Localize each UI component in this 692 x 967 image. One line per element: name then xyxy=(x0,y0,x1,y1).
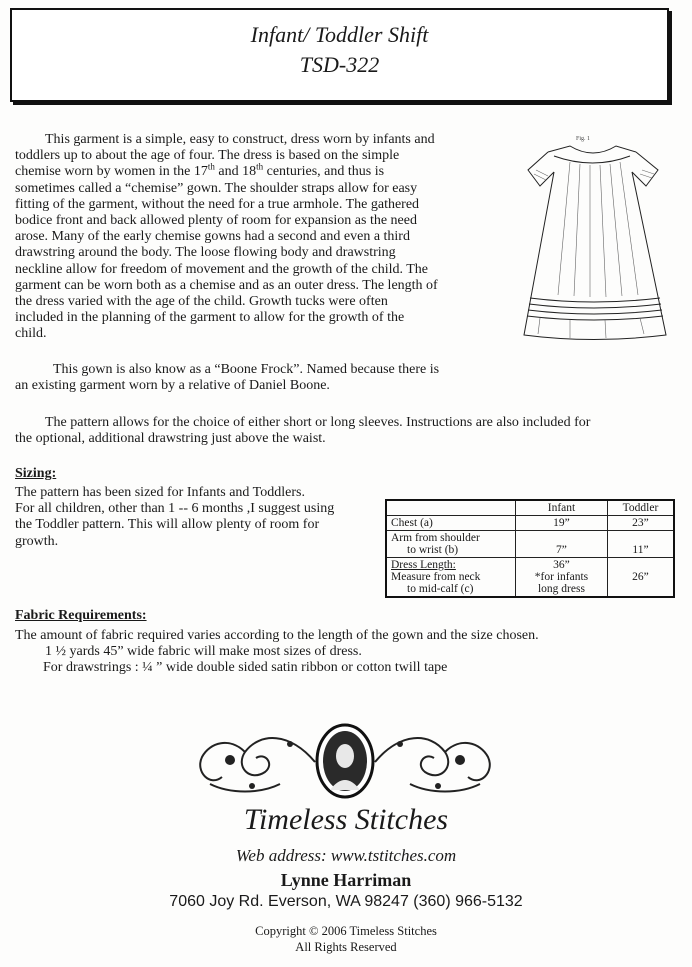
ornament-drawing xyxy=(190,722,500,800)
table-row xyxy=(386,516,674,531)
toddler-value: 11” xyxy=(607,531,674,558)
intro-line: included in the planning of the garment to allow for the growth of the xyxy=(15,310,405,326)
intro-line: neckline allow for freedom of movement and the growth of the child. The xyxy=(15,261,428,277)
table-header-cell xyxy=(386,500,516,516)
boone-line: an existing garment worn by a relative of Daniel Boone. xyxy=(15,378,330,394)
boone-line: This gown is also know as a “Boone Frock”. Named because there is xyxy=(53,362,440,377)
fabric-line: For drawstrings : ¼ ” wide double sided satin ribbon or cotton twill tape xyxy=(43,660,448,676)
intro-line: This garment is a simple, easy to construct, dress worn by infants and xyxy=(45,132,435,147)
sizing-line: the Toddler pattern. This will allow plenty of room for xyxy=(15,517,320,533)
row-label: Dress Length: Measure from neck to mid-calf (c) xyxy=(386,558,516,598)
infant-value: 36” *for infants long dress xyxy=(516,558,608,598)
pattern-line: the optional, additional drawstring just above the waist. xyxy=(15,431,326,447)
intro-line: drawstring around the body. The loose flowing body and drawstring xyxy=(15,245,396,261)
sizing-line: The pattern has been sized for Infants and Toddlers. xyxy=(15,485,305,500)
scroll-ornament xyxy=(190,722,500,800)
intro-line: sometimes called a “chemise” gown. The shoulder straps allow for easy xyxy=(15,180,418,196)
pattern-title: Infant/ Toddler Shift xyxy=(250,22,429,47)
rights-reserved: All Rights Reserved xyxy=(295,940,397,954)
sizing-heading: Sizing: xyxy=(15,466,57,481)
intro-line: the dress varied with the age of the child. Growth tucks were often xyxy=(15,294,388,310)
web-address[interactable]: Web address: www.tstitches.com xyxy=(235,846,457,865)
intro-line: bodice front and back allowed plenty of room for expansion as the need xyxy=(15,213,417,229)
table-header-cell: Infant xyxy=(516,500,608,516)
intro-line: garment can be worn both as a chemise and as an outer dress. The length of xyxy=(15,277,438,293)
toddler-value: 26” xyxy=(607,558,674,598)
dress-drawing xyxy=(510,130,680,352)
pattern-paragraph xyxy=(15,415,685,447)
row-label: Arm from shoulder to wrist (b) xyxy=(386,531,516,558)
sizing-paragraph xyxy=(15,485,385,550)
pattern-line: The pattern allows for the choice of either short or long sleeves. Instructions are also included for xyxy=(45,415,591,430)
contact-address: 7060 Joy Rd. Everson, WA 98247 (360) 966-5132 xyxy=(169,893,523,910)
title-box xyxy=(10,8,669,102)
sizing-line: For all children, other than 1 -- 6 months ,I suggest using xyxy=(15,501,335,517)
infant-value: 19” xyxy=(516,516,608,531)
table-row xyxy=(386,558,674,598)
table-header-cell: Toddler xyxy=(607,500,674,516)
pattern-code: TSD-322 xyxy=(299,52,380,77)
boone-paragraph xyxy=(15,362,495,394)
fabric-heading: Fabric Requirements: xyxy=(15,608,147,623)
fabric-line: The amount of fabric required varies according to the length of the gown and the size chosen. xyxy=(15,628,539,643)
table-row xyxy=(386,531,674,558)
intro-line: child. xyxy=(15,326,47,342)
intro-paragraph xyxy=(15,132,495,343)
infant-value: 7” xyxy=(516,531,608,558)
fabric-line: 1 ½ yards 45” wide fabric will make most sizes of dress. xyxy=(45,644,362,660)
copyright: Copyright © 2006 Timeless Stitches xyxy=(255,924,437,938)
owner-name: Lynne Harriman xyxy=(280,870,412,890)
sizing-line: growth. xyxy=(15,533,59,549)
dress-illustration xyxy=(510,130,680,352)
toddler-value: 23” xyxy=(607,516,674,531)
intro-line: toddlers up to about the age of four. The dress is based on the simple xyxy=(15,148,400,164)
row-label: Chest (a) xyxy=(386,516,516,531)
size-table xyxy=(385,499,675,598)
intro-line: fitting of the garment, without the need for a true armhole. The gathered xyxy=(15,196,420,212)
intro-line: arose. Many of the early chemise gowns had a second and even a third xyxy=(15,229,410,245)
intro-line: chemise worn by women in the 17th and 18th centuries, and thus is xyxy=(15,161,385,180)
fabric-paragraph xyxy=(15,628,685,677)
brand-name: Timeless Stitches xyxy=(243,803,449,836)
figure-label: Fig. 1 xyxy=(576,136,591,142)
table-header-row xyxy=(386,500,674,516)
